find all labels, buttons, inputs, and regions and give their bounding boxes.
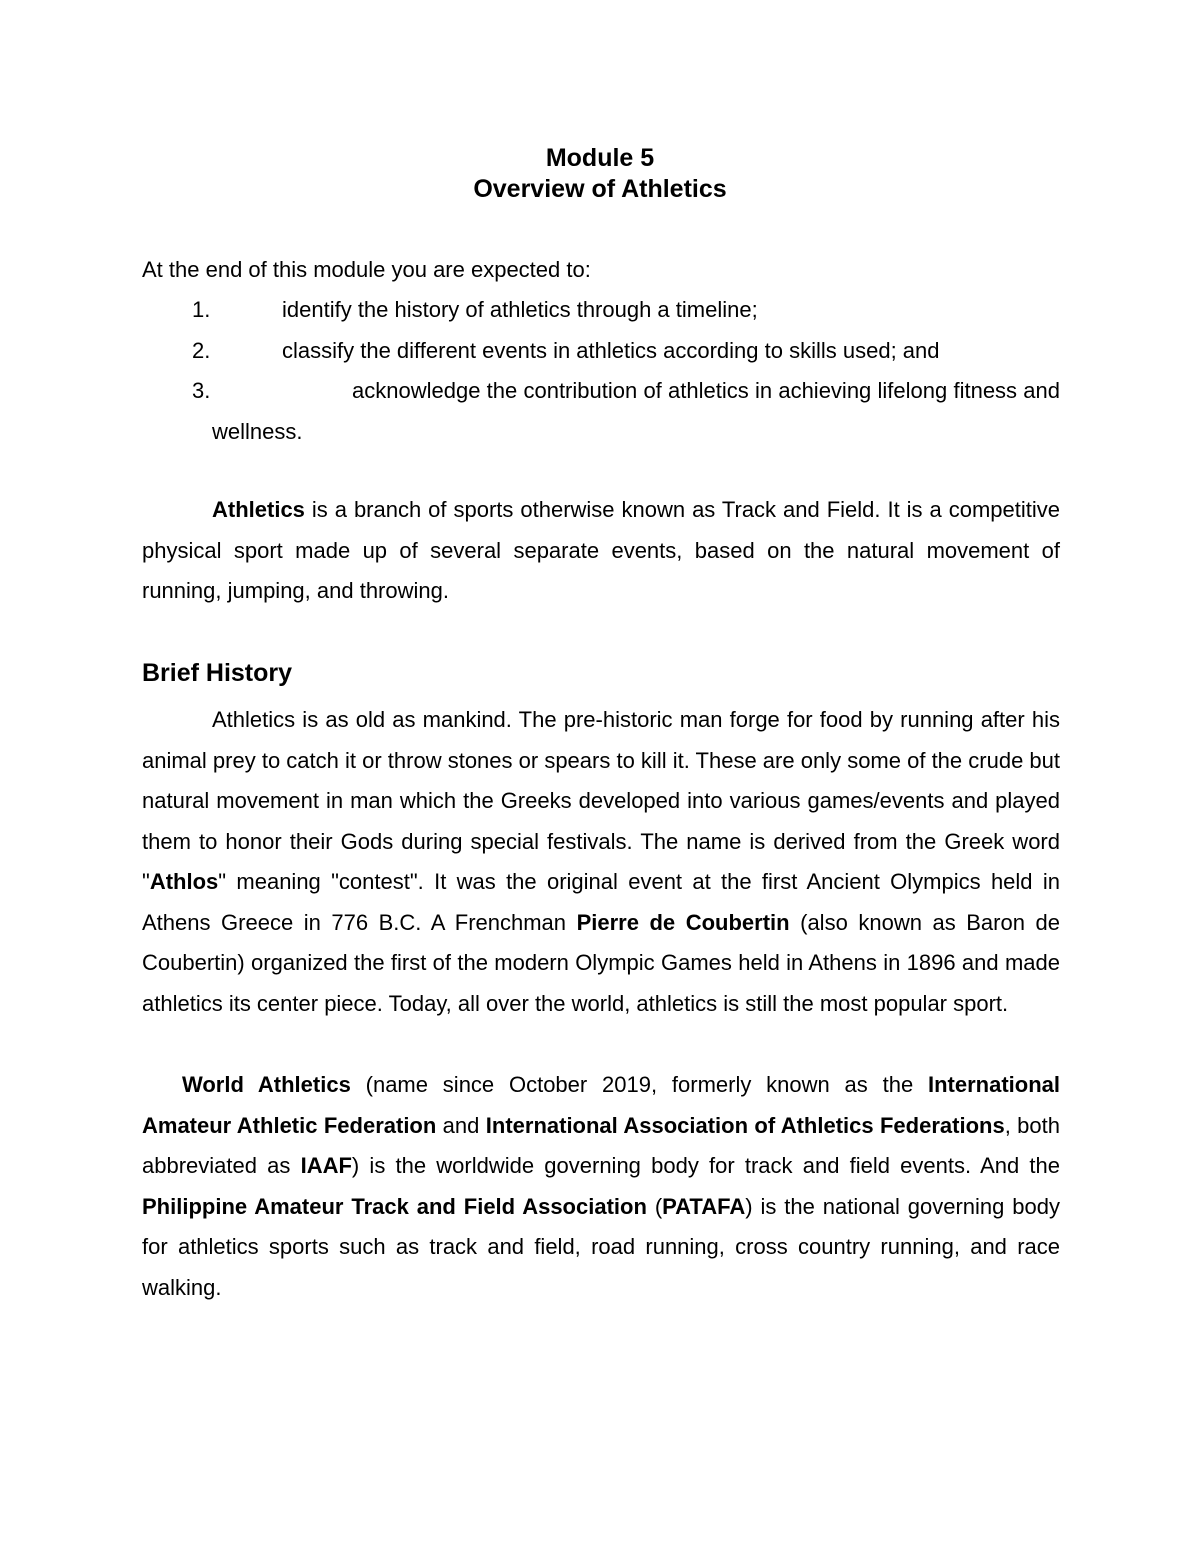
term-athletics: Athletics [212, 497, 305, 522]
history-text: Athletics is as old as mankind. The pre-historic man forge for food by running after his animal prey to catch it or throw stones or spears to kill it. These are only some of the crude but natural movement in man which the Greeks developed into various games/events and played them to honor their Gods during special festivals. The name is derived from the Greek word " [142, 707, 1060, 894]
objective-text: identify the history of athletics through a timeline; [282, 297, 758, 322]
objectives-list [142, 290, 1060, 452]
module-number-title: Module 5 [545, 144, 655, 172]
governing-bodies-paragraph [142, 1065, 1060, 1308]
module-title: Overview of Athletics [473, 175, 727, 203]
term-iaaf: IAAF [300, 1153, 352, 1178]
history-text: (also known as Baron de Coubertin) organized the first of the modern Olympic Games held in Athens in 1896 and made athletics its center piece. Today, all over the world, athletics is still the most popular sport. [142, 909, 1060, 1016]
governing-text: , both abbreviated as [142, 1112, 1060, 1178]
definition-text: is a branch of sports otherwise known as Track and Field. It is a competitive physical sport made up of several separate events, based on the natural movement of running, jumping, and throwing. [142, 497, 1060, 603]
objective-number: 2. [192, 337, 211, 363]
objective-number: 3. [192, 378, 211, 403]
governing-text: ) is the worldwide governing body for track and field events. And the [351, 1153, 1060, 1178]
history-paragraph [142, 700, 1060, 1024]
term-athlos: Athlos [149, 869, 219, 894]
term-patafa: PATAFA [662, 1193, 746, 1219]
history-text: " meaning "contest". It was the original event at the first Ancient Olympics held in Athens Greece in 776 B.C. A Frenchman [142, 869, 1060, 935]
governing-text: ) is the national governing body for athletics sports such as track and field, road running, cross country running, and race walking. [142, 1193, 1060, 1300]
term-patafa-full: Philippine Amateur Track and Field Association [142, 1193, 647, 1219]
athletics-definition [142, 490, 1060, 612]
governing-text: ( [646, 1193, 663, 1219]
objective-text: classify the different events in athletics according to skills used; and [282, 337, 940, 363]
objective-item [142, 331, 1060, 372]
objective-item [142, 371, 1060, 452]
term-iaaf-new-name: International Association of Athletics Federations [485, 1112, 1005, 1138]
term-iaaf-old-name: International Amateur Athletic Federation [142, 1072, 1061, 1138]
name-pierre-de-coubertin: Pierre de Coubertin [576, 909, 790, 935]
objective-text: acknowledge the contribution of athletics in achieving lifelong fitness and wellness. [212, 378, 1060, 444]
section-heading-brief-history: Brief History [142, 659, 293, 687]
objective-number: 1. [192, 297, 211, 322]
governing-text: and [436, 1112, 486, 1138]
term-world-athletics: World Athletics [182, 1072, 351, 1097]
objectives-intro: At the end of this module you are expected to: [142, 257, 591, 282]
governing-text: (name since October 2019, formerly known as the [350, 1072, 928, 1097]
objective-item [142, 290, 1060, 331]
